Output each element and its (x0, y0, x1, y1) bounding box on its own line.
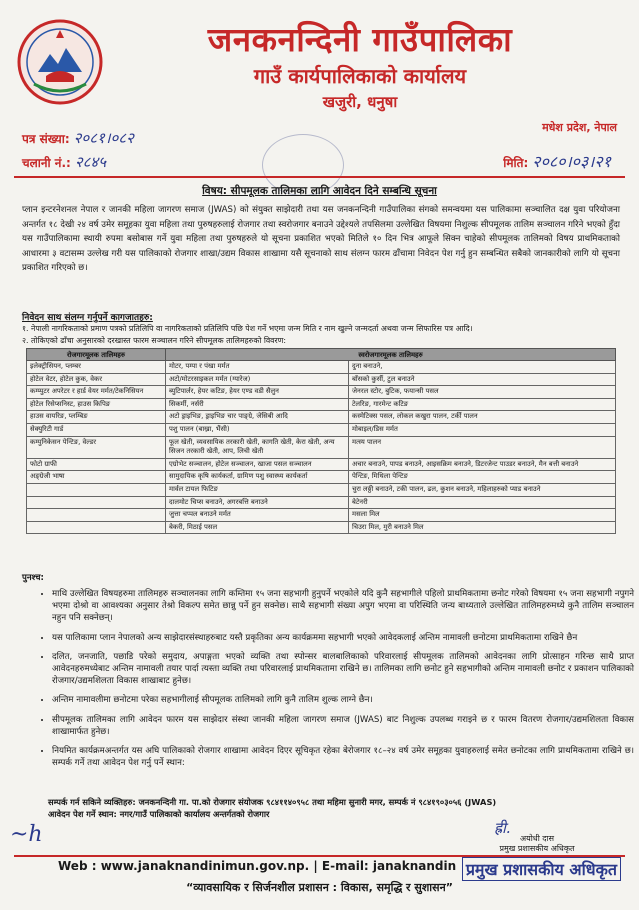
office-title: गाउँ कार्यपालिकाको कार्यालय (253, 64, 467, 88)
table-cell: टेलरिङ, गारमेन्ट कटिङ (349, 398, 616, 411)
notes-list (40, 588, 634, 776)
notes-heading: पुनश्च: (22, 573, 44, 583)
table-cell: बाँसको कुर्सी, टुल बनाउने (349, 373, 616, 386)
table-row (27, 471, 616, 484)
table-cell: अचार बनाउने, पापड बनाउने, आइसक्रिम बनाउने, डिटरजेन्ट पाउडर बनाउने, मैन बत्ती बनाउने (349, 458, 616, 471)
table-cell: बेटेनरी (349, 496, 616, 509)
table-row (27, 423, 616, 436)
table-row (27, 496, 616, 509)
col-header-self-employment: स्वरोजगारमूलक तालिमहरु (166, 349, 616, 361)
table-cell: अटो ड्राइभिङ, ड्राइभिङ चार पाङ्ग्रे, जेसिबी आदि (166, 411, 349, 424)
table-row (27, 373, 616, 386)
table-cell: बेकरी, मिठाई पसल (166, 521, 349, 534)
documents-list (22, 323, 622, 346)
table-cell: चिउरा मिल, मुरी बनाउने मिल (349, 521, 616, 534)
note-item: • दलित, जनजाति, पछाडि परेको समुदाय, अपाङ्गता भएको व्यक्ति तथा स्पोन्सर बालबालिकाको परिवारलाई सीपमूलक तालिमको आवेदनका लागि प्रोत्साहन गरिन्छ साथै प्राप्त आवेदनहरुमध्येबाट अन्तिम नामावली तयार पार्दा त्यस्ता व्यक्ति तथा परिवारलाई प्राथमिकतामा राखिने छ। तालिमका लागि छनोट हुने सहभागीको अन्तिम नामावली छनोट र प्रकाशन पालिकाको रोजगार/उद्यमशिलता विकास शाखाबाट हुनेछ। (52, 651, 634, 688)
note-item: • यस पालिकामा प्लान नेपालको अन्य साझेदारसंस्थाहरुबाट यस्तै प्रकृतिका अन्य कार्यक्रममा सहभागी भएको आवेदकलाई अन्तिम नामावली छनोटमा प्राथमिकतामा राखिने छैन (52, 632, 634, 644)
table-row (27, 411, 616, 424)
document-item: २. तोकिएको ढाँचा अनुसारको दरखास्त फारम सञ्चालन गरिने सीपमूलक तालिमहरुको विवरण: (22, 335, 286, 345)
table-cell: मोबाइल/डिस मर्मत (349, 423, 616, 436)
table-cell: पेन्टिङ, मिथिला पेन्टिङ (349, 471, 616, 484)
documents-heading: निवेदन साथ संलग्न गर्नुपर्ने कागजातहरु: (22, 313, 153, 323)
dispatch-number: चलानी नं.: २८४५ (22, 153, 107, 171)
table-cell: सिकर्मी, नर्सरी (166, 398, 349, 411)
table-cell: कम्प्युटर अपरेटर र हार्ड वेयर मर्मत/टेकनिसियन (27, 386, 166, 399)
table-cell: जुत्ता चप्पल बनाउने मर्मत (166, 509, 349, 522)
footer-web-email: Web : www.janaknandinimun.gov.np. | E-mail: janaknandin (58, 859, 457, 873)
table-cell: सेक्युरिटी गार्ड (27, 423, 166, 436)
letter-date: मिति: २०८०।०३।२१ (503, 152, 611, 171)
table-cell: कम्युनिकेसन पेन्टिङ, वेल्डर (27, 436, 166, 458)
table-cell: होटेल वेटर, होटेल कुक, वेकर (27, 373, 166, 386)
province-label: मधेश प्रदेश, नेपाल (542, 121, 617, 134)
note-item: • सीपमूलक तालिमका लागि आवेदन फारम यस साझेदार संस्था जानकी महिला जागरण समाज (JWAS) बाट निशुल्क उपलब्ध गराइने छ र फारम वितरण रोजगार/उद्यमशिलता विकास शाखामार्फत हुनेछ। (52, 714, 634, 738)
nepal-emblem-logo (16, 18, 104, 106)
table-cell: अङ्ग्रेजी भाषा (27, 471, 166, 484)
cao-stamp: प्रमुख प्रशासकीय अधिकृत (462, 857, 621, 881)
table-cell: एग्रोभेट सञ्चालन, होटेल सञ्चालन, खाजा पसल सञ्चालन (166, 458, 349, 471)
document-item: १. नेपाली नागरिकताको प्रमाण पत्रको प्रतिलिपि वा नागरिकताको प्रतिलिपि पछि पेश गर्ने भएमा जन्म मिति र नाम खुल्ने जन्मदर्ता अथवा जन्म सिफारिस पत्र आदि। (22, 324, 473, 333)
notice-subject: विषय: सीपमूलक तालिमका लागि आवेदन दिने सम्बन्धि सूचना (202, 185, 437, 197)
table-cell: होटेल रिसेप्सनिस्ट, हाउस किपिङ (27, 398, 166, 411)
table-row (27, 458, 616, 471)
table-cell: फोटो ग्राफी (27, 458, 166, 471)
training-table (26, 348, 616, 534)
table-cell: मत्स्य पालन (349, 436, 616, 458)
handwritten-signature-left: ~h (10, 822, 43, 847)
table-cell (27, 521, 166, 534)
table-row (27, 398, 616, 411)
notice-body: प्लान इन्टरनेशनल नेपाल र जानकी महिला जागरण समाज (JWAS) को संयुक्त साझेदारी तथा यस जनकनन्दिनी गाउँपालिका संगको समन्वयमा यस पालिकामा सञ्चालित दक्ष युवा परियोजना अन्तर्गत १८ देखी २४ वर्ष उमेर समूहका युवा महिला तथा पुरुषहरुलाई रोजगार तथा स्वरोजगार बनाउने उद्देश्यले तपसिलमा उल्लेखित विषयमा निशुल्क सीपमूलक तालिम सञ्चालन गरिने भएको हुँदा यस गाउँपालिकामा स्थायी रुपमा बसोबास गर्ने युवा महिला तथा पुरुषहरुले यो सूचना प्रकाशित भएको मितिले १० दिन भित्र आफूले सिक्न चाहेको सीपमूलक तालिमको विषय प्राथमिकताको आधारमा ३ वटासम्म उल्लेख गरी यस पालिकाको रोजगार शाखा/उद्यम विकास शाखामा यसै सूचनाको साथ संलग्न फारम ढाँचामा निवेदन पेश गर्नु हुन सम्बन्धित सबैको जानकारीको लागि यो सूचना प्रकाशित गरिएको छ। (22, 205, 620, 273)
table-cell: अटो/मोटरसाइकल मर्मत (ग्यारेज) (166, 373, 349, 386)
table-cell: मोटर, पम्पा र पंखा मर्मत (166, 361, 349, 374)
table-cell: पशु पालन (बाख्रा, भैंसी) (166, 423, 349, 436)
header-divider (14, 176, 625, 178)
table-cell: ब्युटिपार्लर, हेयर कटिङ, हेयर एण्ड वडी सैलुन (166, 386, 349, 399)
table-cell: सामुदायिक कृषि कार्यकर्ता, ग्रामिण पशु स्वास्थ्य कार्यकर्ता (166, 471, 349, 484)
handwritten-signature: ह्री. (494, 819, 511, 837)
signer-title: प्रमुख प्रशासकीय अधिकृत (499, 844, 575, 853)
table-cell: फूल खेती, व्यवसायिक तरकारी खेती, कागति खेती, केरा खेती, अन्य सिजन तरकारी खेती, आप, लिची खेती (166, 436, 349, 458)
letter-number: पत्र संख्या: २०८१।०८२ (22, 129, 134, 147)
table-cell: मार्वल टायल फिटिङ (166, 483, 349, 496)
col-header-employment: रोजगारमूलक तालिमहरु (27, 349, 166, 361)
table-cell: हाउस वायरिङ, प्लम्बिङ (27, 411, 166, 424)
office-location: खजुरी, धनुषा (322, 93, 398, 111)
table-row (27, 483, 616, 496)
table-cell: मसला मिल (349, 509, 616, 522)
signer-name: अयोधी दास (519, 834, 555, 843)
table-row (27, 521, 616, 534)
table-row (27, 386, 616, 399)
signer-block (462, 834, 612, 854)
table-cell: दुना बनाउने, (349, 361, 616, 374)
table-cell (27, 509, 166, 522)
table-cell: चुरा लठ्ठी बनाउने, टकी पालन, ढल, कुशन बनाउने, महिलाहरुको प्याड बनाउने (349, 483, 616, 496)
footer-tagline: “व्यावसायिक र सिर्जनशील प्रशासन : विकास, समृद्धि र सुशासन” (186, 881, 453, 894)
contact-persons: सम्पर्क गर्न सकिने व्यक्तिहरु: जनकनन्दिनी गा. पा.को रोजगार संयोजक ९८४११४०९५८ तथा महिमा सुनारी मगर, सम्पर्क नं ९८४१९०३०५६ (JWAS) (48, 797, 497, 807)
table-cell (27, 483, 166, 496)
table-cell (27, 496, 166, 509)
table-row (27, 361, 616, 374)
table-cell: इलेक्ट्रीसियन, प्लम्बर (27, 361, 166, 374)
note-item: • नियमित कार्यक्रमअन्तर्गत यस अघि पालिकाको रोजगार शाखामा आवेदन दिएर सूचिकृत रहेका बेरोजगार १८–२४ वर्ष उमेर समूहका युवाहरुलाई समेत छनोटका लागि प्राथमिकतामा राखिने छ। सम्पर्क गर्ने तथा आवेदन पेश गर्नु पर्ने स्थान: (52, 745, 634, 769)
training-table-body (27, 361, 616, 534)
municipality-title: जनकनन्दिनी गाउँपालिका (207, 20, 513, 59)
table-cell: जेनरल स्टोर, बुटिक, फयान्सी पसल (349, 386, 616, 399)
table-row (27, 436, 616, 458)
note-item: • अन्तिम नामावलीमा छनोटमा परेका सहभागीलाई सीपमूलक तालिमको लागि कुनै तालिम शुल्क लाग्ने छैन। (52, 694, 634, 706)
application-place: आवेदन पेश गर्ने स्थान: नगर/गाउँ पालिकाको कार्यालय अन्तर्गतको रोजगार (48, 809, 270, 819)
table-cell: दालमोट चिप्स बनाउने, अगरबत्ति बनाउने (166, 496, 349, 509)
table-cell: कस्मेटिक्स पसल, लोकल कखुरा पालन, टर्की पालन (349, 411, 616, 424)
table-row (27, 509, 616, 522)
contact-info (48, 796, 620, 820)
note-item: • माथि उल्लेखित विषयहरुमा तालिमहरु सञ्चालनका लागि कम्तिमा १५ जना सहभागी हुनुपर्ने भएकोले यदि कुनै सहभागीले पहिलो प्राथमिकतामा छनोट गरेको विषयमा १५ जना सहभागी नपुगने भएमा दोश्रो वा आवश्यका अनुसार तेश्रो विकल्प समेत छान्नु पर्ने हुन सक्नेछ। साथै सहभागी संख्या अपुग भएमा वा परिस्थिति जन्य बाध्यताले उल्लेखित तालिमहरुमध्ये कुनै तालिम सञ्चालन नहुन पनि सक्नेछन्। (52, 588, 634, 625)
